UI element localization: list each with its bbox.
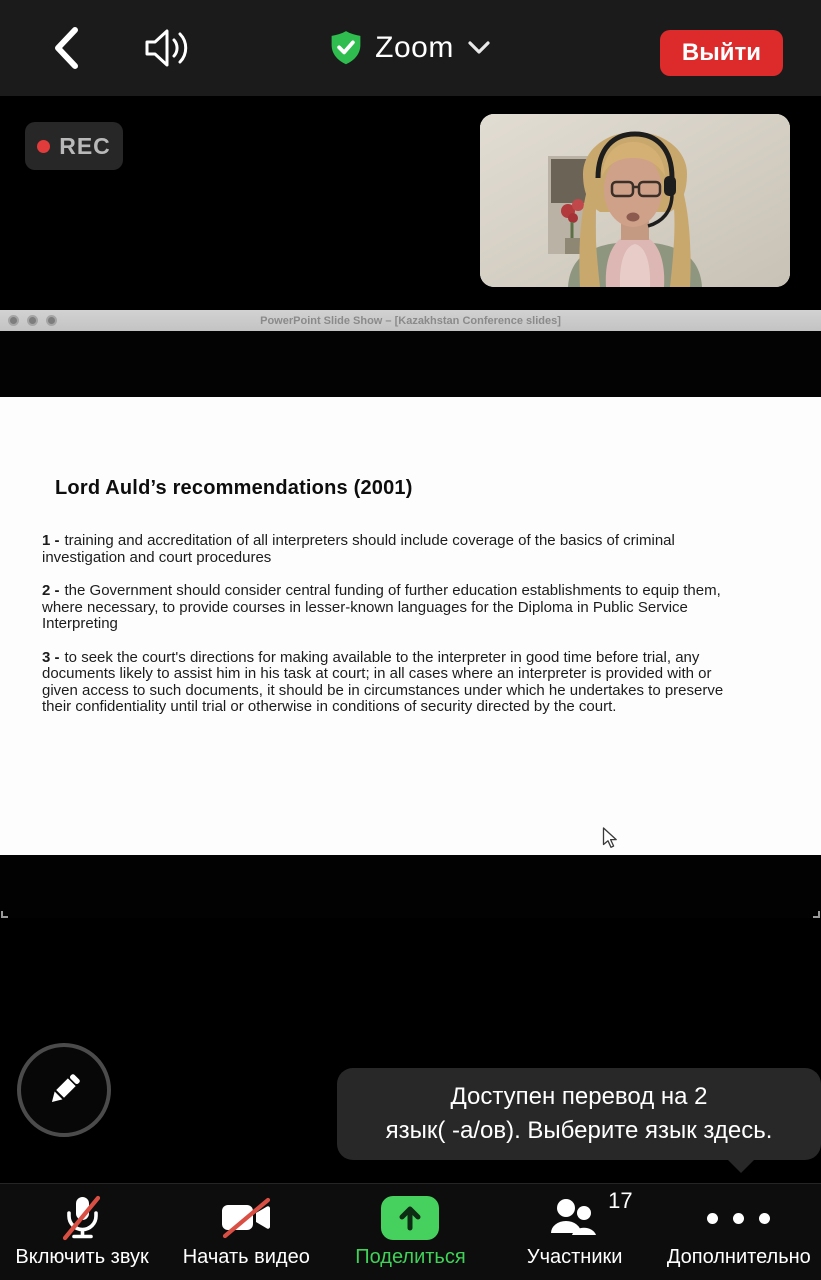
tooltip-line-2: язык( -а/ов). Выберите язык здесь. xyxy=(385,1117,773,1144)
annotate-button[interactable] xyxy=(17,1043,111,1137)
slide-body xyxy=(42,533,732,733)
window-minimize-icon[interactable] xyxy=(27,315,38,326)
paragraph-number: 3 - xyxy=(42,648,60,666)
more-icon xyxy=(707,1213,770,1224)
mic-off-icon xyxy=(59,1194,105,1242)
tooltip-tail xyxy=(727,1159,755,1173)
participant-video-thumbnail[interactable] xyxy=(480,114,790,287)
paragraph-text: training and accreditation of all interpreters should include coverage of the basics of criminal investigation and court procedures xyxy=(42,532,675,566)
ppt-stage-bottom xyxy=(0,855,821,918)
share-icon xyxy=(381,1196,439,1240)
meeting-title: Zoom xyxy=(375,31,454,64)
unmute-button[interactable] xyxy=(0,1184,164,1280)
pencil-icon xyxy=(42,1068,86,1112)
meeting-toolbar xyxy=(0,1183,821,1280)
webcam-video xyxy=(480,114,790,287)
share-label: Поделиться xyxy=(355,1246,466,1268)
unmute-label: Включить звук xyxy=(15,1246,149,1268)
ppt-window-title: PowerPoint Slide Show – [Kazakhstan Conference slides] xyxy=(260,314,561,327)
recording-indicator xyxy=(25,122,123,170)
mouse-cursor-icon xyxy=(602,827,618,854)
participants-icon xyxy=(549,1197,601,1239)
participants-label: Участники xyxy=(526,1246,623,1268)
slide-paragraph-1 xyxy=(42,533,732,566)
slide-paragraph-2 xyxy=(42,583,732,633)
paragraph-text: the Government should consider central funding of further education establishments to equip them, where necessary, to provide courses in lesser-known languages for the Diploma in Public Service Interpreting xyxy=(42,582,721,632)
window-corner-handle xyxy=(813,911,820,918)
start-video-label: Начать видео xyxy=(182,1246,310,1268)
top-bar xyxy=(0,0,821,96)
more-label: Дополнительно xyxy=(666,1246,811,1268)
shield-check-icon xyxy=(331,31,361,65)
share-button[interactable] xyxy=(328,1184,492,1280)
paragraph-number: 1 - xyxy=(42,532,60,549)
chevron-down-icon xyxy=(468,41,490,55)
recording-label: REC xyxy=(59,132,111,159)
window-corner-handle xyxy=(1,911,8,918)
window-controls xyxy=(8,315,57,326)
start-video-button[interactable] xyxy=(164,1184,328,1280)
paragraph-text: to seek the court's directions for making available to the interpreter in good time before trial, any documents likely to assist him in his task at court; in all cases where an interpreter is provided with or given access to such documents, it should be in circumstances under which he undertakes to preserve their confidentiality until trial or otherwise in conditions of security directed by the court. xyxy=(42,648,724,715)
window-zoom-icon[interactable] xyxy=(46,315,57,326)
slide-paragraph-3 xyxy=(42,650,732,716)
ppt-stage-top xyxy=(0,331,821,397)
shared-slide xyxy=(0,397,821,855)
paragraph-number: 2 - xyxy=(42,582,60,599)
recording-dot-icon xyxy=(37,140,50,153)
slide-title: Lord Auld’s recommendations (2001) xyxy=(55,477,413,499)
tooltip-line-1: Доступен перевод на 2 xyxy=(450,1083,708,1110)
leave-meeting-button[interactable]: Выйти xyxy=(660,30,783,76)
ppt-window-titlebar xyxy=(0,310,821,331)
window-close-icon[interactable] xyxy=(8,315,19,326)
more-button[interactable] xyxy=(657,1184,821,1280)
translation-tooltip[interactable] xyxy=(337,1068,821,1160)
video-off-icon xyxy=(217,1196,275,1240)
participants-count-badge: 17 xyxy=(608,1188,633,1213)
participants-button[interactable] xyxy=(493,1184,657,1280)
